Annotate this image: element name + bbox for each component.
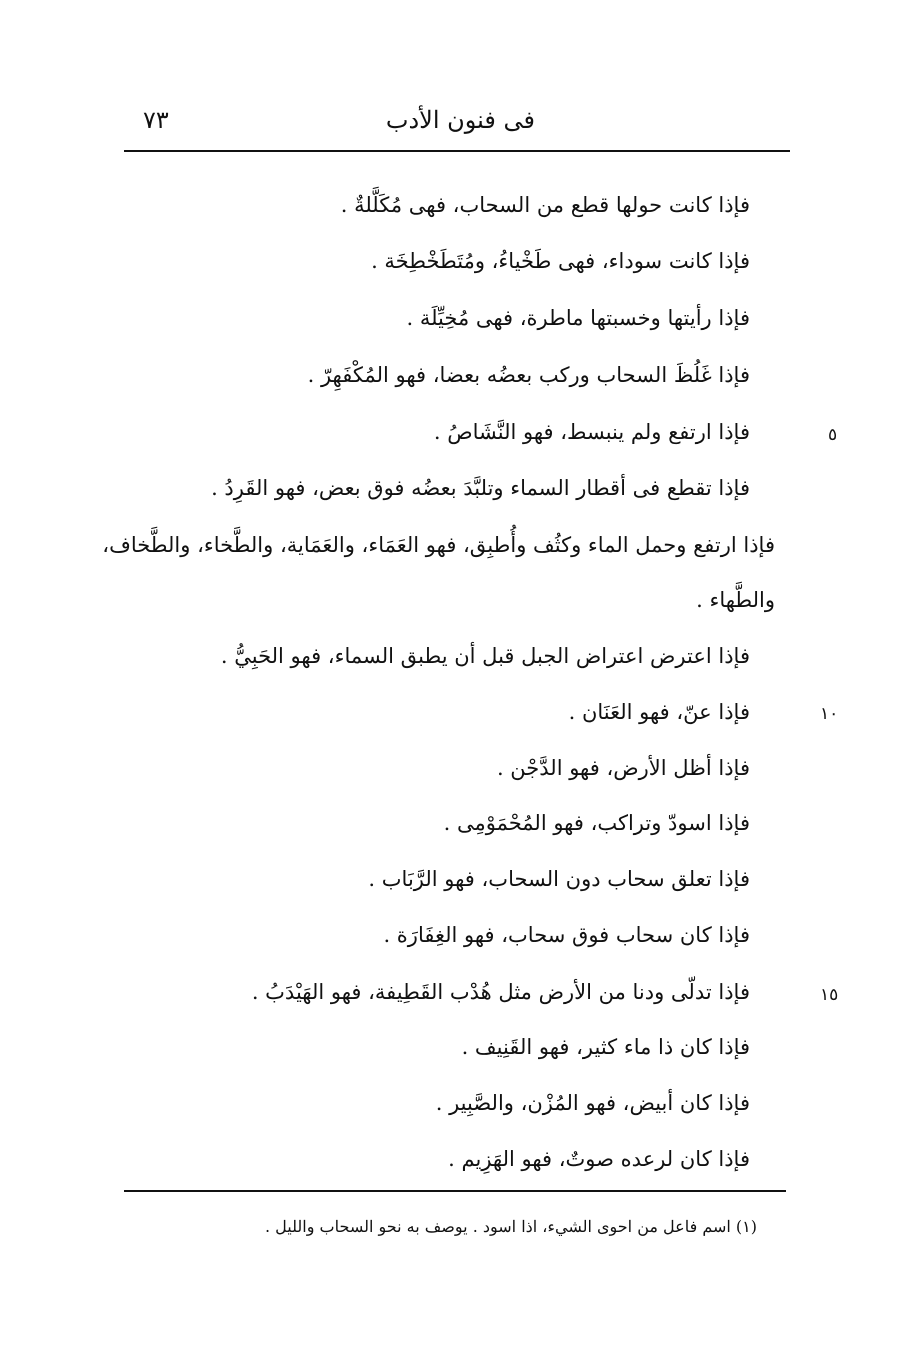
text-line: فإذا ارتفع وحمل الماء وكثُف وأُطبِق، فهو العَمَاء، والعَمَاية، والطَّخاء، والطَّخاف، xyxy=(102,533,775,557)
text-line: فإذا كانت سوداء، فهى طَخْياءُ، ومُتَطَخْطِخَة . xyxy=(371,249,750,273)
line-number: ٥ xyxy=(828,425,838,445)
text-line: فإذا عنّ، فهو العَنَان . xyxy=(568,700,750,724)
text-line: فإذا رأيتها وخسبتها ماطرة، فهى مُخِيِّلَة . xyxy=(406,306,750,330)
footnote-rule xyxy=(124,1190,786,1192)
text-line: فإذا تعلق سحاب دون السحاب، فهو الرَّبَاب . xyxy=(368,867,750,891)
page-number: ٧٣ xyxy=(143,106,169,134)
text-line: فإذا كان لرعده صوتٌ، فهو الهَزِيم . xyxy=(448,1147,750,1171)
text-line: فإذا ارتفع ولم ينبسط، فهو النَّشَاصُ . xyxy=(433,420,750,444)
text-line: فإذا تقطع فى أقطار السماء وتلبَّدَ بعضُه فوق بعض، فهو القَرِدُ . xyxy=(211,476,750,500)
text-line: فإذا كان أبيض، فهو المُزْن، والصَّبِير . xyxy=(435,1091,750,1115)
text-line: فإذا غَلُظَ السحاب وركب بعضُه بعضا، فهو المُكْفَهِرّ . xyxy=(307,363,750,387)
text-line: فإذا كانت حولها قطع من السحاب، فهى مُكَلَّلةٌ . xyxy=(340,193,750,217)
line-number: ١٠ xyxy=(820,704,839,724)
footnote: (١) اسم فاعل من احوى الشيء، اذا اسود . يوصف به نحو السحاب والليل . xyxy=(265,1217,757,1236)
line-number: ١٥ xyxy=(820,985,839,1005)
text-line: فإذا اسودّ وتراكب، فهو المُحْمَوْمِى . xyxy=(443,811,750,835)
text-line: فإذا أظل الأرض، فهو الدَّجْن . xyxy=(496,756,750,780)
running-header-title: فى فنون الأدب xyxy=(385,106,535,134)
text-line: والطَّهاء . xyxy=(696,588,775,612)
text-line: فإذا اعترض اعتراض الجبل قبل أن يطبق السماء، فهو الحَبِيُّ . xyxy=(220,644,750,668)
text-line: فإذا كان سحاب فوق سحاب، فهو الغِفَارَة . xyxy=(383,923,750,947)
text-line: فإذا تدلّى ودنا من الأرض مثل هُدْب القَطِيفة، فهو الهَيْدَبُ . xyxy=(251,980,750,1004)
text-line: فإذا كان ذا ماء كثير، فهو القَنِيف . xyxy=(461,1035,750,1059)
header-rule xyxy=(124,150,790,152)
